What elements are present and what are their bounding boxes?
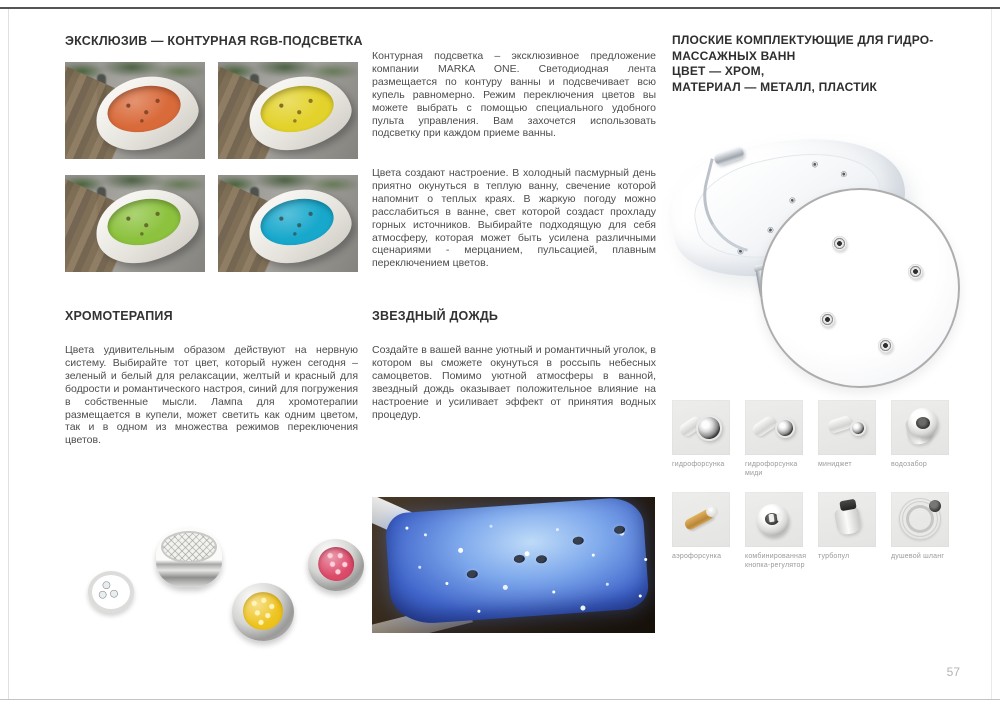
product-image — [672, 492, 730, 547]
jet-decor — [614, 525, 626, 534]
product-image — [745, 492, 803, 547]
crystal-lamp-face — [161, 531, 217, 563]
rgb-paragraph-2: Цвета создают настроение. В холодный пасмурный день приятно окунуться в теплую ванну, свечение которой напомнит о теплых краях. В жаркую погоду можно расслабиться в ванне, свет которой создаст прохладу горных источников. Выбирайте подходящую для себя атмосферу, которая может быть усилена различными сценариями - мерцанием, пульсацией, плавным переключением цветов. — [372, 167, 656, 270]
bathtub-photo-orange — [65, 62, 205, 159]
red-led-face — [315, 544, 356, 583]
product-turbopool — [818, 492, 880, 570]
fitting-ring-shape — [849, 419, 868, 438]
crystal-lamp — [156, 527, 222, 587]
rgb-photo-grid — [65, 62, 358, 272]
flat-jet-detail — [878, 338, 893, 353]
chromotherapy-lamps-photo — [60, 495, 360, 670]
fittings-heading-line-2: МАССАЖНЫХ ВАНН — [672, 48, 796, 63]
bathtub-photo-cyan — [218, 175, 358, 272]
product-caption: аэрофорсунка — [672, 553, 722, 560]
bathtub-photo-yellow — [218, 62, 358, 159]
star-paragraph: Создайте в вашей ванне уютный и романтичный уголок, в котором вы сможете окунуться в россыпь небесных самоцветов. Помимо уютной атмосферы в ванной, звездный дождь оказывает положительное влияние на настроение и усиливает эффект от принятия водных процедур. — [372, 344, 656, 421]
detail-magnifier-circle — [760, 188, 960, 388]
jet-decor — [572, 536, 584, 545]
white-bathtub-photo — [672, 112, 962, 390]
tub-water-cyan — [256, 193, 337, 251]
rgb-paragraph-1: Контурная подсветка – эксклюзивное предложение компании MARKA ONE. Светодиодная лента размещается по контуру ванны и подсвечивает всю купель равномерно. Режим переключения цветов вы можете выбрать с помощью специального удобного пульта управления. Вам захочется использовать подсветку при каждом приеме ванны. — [372, 50, 656, 140]
fittings-section-heading — [672, 33, 964, 95]
jet-decor — [514, 554, 526, 563]
hose-end-shape — [929, 500, 941, 512]
rgb-section-heading: ЭКСКЛЮЗИВ — КОНТУРНАЯ RGB-ПОДСВЕТКА — [65, 34, 363, 48]
page-border-left — [8, 9, 9, 699]
product-mini-jet — [818, 400, 880, 478]
product-aero-jet — [672, 492, 734, 570]
product-image — [818, 400, 876, 455]
page-border-right — [991, 9, 992, 699]
product-image — [745, 400, 803, 455]
tub-water-yellow — [256, 80, 337, 138]
fitting-tube-shape — [750, 414, 777, 438]
page-number: 57 — [946, 665, 960, 679]
product-combo-button — [745, 492, 807, 570]
fittings-heading-line-4: МАТЕРИАЛ — МЕТАЛЛ, ПЛАСТИК — [672, 79, 878, 94]
chromo-paragraph: Цвета удивительным образом действуют на нервную систему. Выбирайте тот цвет, который нужен сегодня – зеленый и белый для релаксации, желтый и красный для бодрости и романтического настроя, синий для погружения в собственные мысли. Лампа для хромотерапии размещается в купели, может светить как одним цветом, так и в одном из множества режимов переключения цветов. — [65, 344, 358, 447]
star-rain-bathtub-photo — [372, 497, 655, 633]
star-lights-decor — [405, 526, 408, 529]
product-caption: комбинированная кнопка-регулятор — [745, 553, 807, 569]
flat-jet-detail — [832, 236, 847, 251]
fitting-dome-shape — [908, 408, 938, 438]
jet-decor — [536, 555, 548, 564]
tub-water-green — [103, 193, 184, 251]
product-caption: гидрофорсунка миди — [745, 461, 798, 477]
fittings-product-grid — [672, 400, 953, 584]
flat-jet-detail — [908, 264, 923, 279]
fitting-ring-shape — [773, 416, 797, 440]
bathtub-photo-green — [65, 175, 205, 272]
page-border-top — [0, 7, 1000, 9]
tub-water-orange — [103, 80, 184, 138]
fitting-body-shape — [834, 506, 862, 536]
product-hydro-jet-midi — [745, 400, 807, 478]
page-border-bottom — [0, 699, 1000, 700]
fittings-heading-line-1: ПЛОСКИЕ КОМПЛЕКТУЮЩИЕ ДЛЯ ГИДРО- — [672, 33, 934, 47]
flat-jet-detail — [820, 312, 835, 327]
product-image — [818, 492, 876, 547]
yellow-led-face — [243, 592, 284, 630]
product-caption: миниджет — [818, 461, 852, 468]
product-hydro-jet — [672, 400, 734, 478]
product-image — [891, 400, 949, 455]
fitting-slots-shape — [768, 514, 774, 523]
product-image — [672, 400, 730, 455]
teal-lamp — [88, 571, 134, 613]
star-section-heading: ЗВЕЗДНЫЙ ДОЖДЬ — [372, 309, 499, 323]
product-water-intake — [891, 400, 953, 478]
blue-lit-tub-shape — [384, 497, 649, 626]
product-caption: водозабор — [891, 461, 927, 468]
product-shower-hose — [891, 492, 953, 570]
chromo-section-heading: ХРОМОТЕРАПИЯ — [65, 309, 173, 323]
fitting-tip-shape — [706, 506, 718, 517]
fittings-heading-line-3: ЦВЕТ — ХРОМ, — [672, 64, 765, 78]
product-caption: турбопул — [818, 553, 850, 560]
product-caption: гидрофорсунка — [672, 461, 725, 468]
jet-decor — [467, 570, 479, 579]
yellow-led-lamp — [232, 583, 294, 641]
product-image — [891, 492, 949, 547]
product-caption: душевой шланг — [891, 553, 945, 560]
red-led-lamp — [305, 535, 368, 594]
